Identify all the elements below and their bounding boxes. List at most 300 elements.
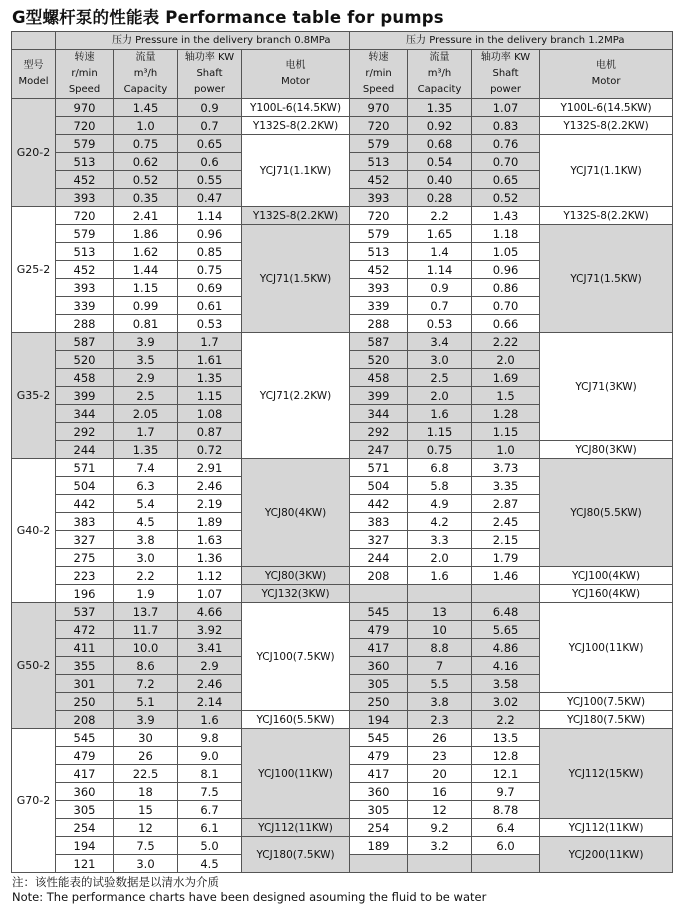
table-row (12, 819, 673, 837)
power-cell: 6.4 (472, 819, 540, 837)
speed-cell: 520 (56, 351, 114, 369)
power-cell: 2.2 (472, 711, 540, 729)
speed-cell: 479 (350, 621, 408, 639)
power-cell: 1.08 (178, 405, 242, 423)
capacity-cell: 1.7 (114, 423, 178, 441)
speed-cell: 189 (350, 837, 408, 855)
speed-cell: 254 (350, 819, 408, 837)
table-row (12, 603, 673, 621)
power-cell: 2.0 (472, 351, 540, 369)
capacity-cell: 26 (114, 747, 178, 765)
motor-cell: Y100L-6(14.5KW) (540, 99, 673, 117)
motor-cell: YCJ71(2.2KW) (242, 333, 350, 459)
capacity-cell: 18 (114, 783, 178, 801)
capacity-cell: 7.2 (114, 675, 178, 693)
power-cell: 8.1 (178, 765, 242, 783)
power-cell: 1.7 (178, 333, 242, 351)
speed-cell: 442 (56, 495, 114, 513)
speed-cell: 537 (56, 603, 114, 621)
table-row (12, 711, 673, 729)
speed-cell: 513 (56, 243, 114, 261)
power-cell: 1.35 (178, 369, 242, 387)
speed-cell: 250 (56, 693, 114, 711)
power-cell: 0.65 (472, 171, 540, 189)
power-cell: 1.15 (178, 387, 242, 405)
speed-cell: 292 (56, 423, 114, 441)
power-cell: 2.46 (178, 477, 242, 495)
power-cell: 3.35 (472, 477, 540, 495)
motor-cell: YCJ160(5.5KW) (242, 711, 350, 729)
power-cell: 0.47 (178, 189, 242, 207)
power-cell: 2.46 (178, 675, 242, 693)
speed-cell: 545 (56, 729, 114, 747)
power-cell: 0.53 (178, 315, 242, 333)
capacity-cell: 0.75 (408, 441, 472, 459)
power-cell: 0.55 (178, 171, 242, 189)
capacity-cell: 1.0 (114, 117, 178, 135)
speed-cell: 571 (56, 459, 114, 477)
motor-cell: YCJ80(3KW) (540, 441, 673, 459)
speed-cell: 301 (56, 675, 114, 693)
capacity-cell: 3.0 (114, 855, 178, 873)
speed-cell: 513 (350, 153, 408, 171)
capacity-cell: 3.8 (408, 693, 472, 711)
capacity-cell: 1.65 (408, 225, 472, 243)
power-cell: 3.02 (472, 693, 540, 711)
power-cell: 1.07 (472, 99, 540, 117)
power-cell: 9.0 (178, 747, 242, 765)
speed-cell: 360 (350, 783, 408, 801)
capacity-cell: 2.2 (408, 207, 472, 225)
power-cell: 3.73 (472, 459, 540, 477)
capacity-cell: 30 (114, 729, 178, 747)
capacity-cell: 0.99 (114, 297, 178, 315)
speed-cell: 479 (56, 747, 114, 765)
capacity-cell: 13 (408, 603, 472, 621)
power-cell: 1.89 (178, 513, 242, 531)
capacity-cell: 2.5 (114, 387, 178, 405)
motor-cell: YCJ100(11KW) (540, 603, 673, 693)
speed-cell: 472 (56, 621, 114, 639)
power-cell: 2.15 (472, 531, 540, 549)
motor-cell: YCJ80(5.5KW) (540, 459, 673, 567)
capacity-cell: 2.0 (408, 549, 472, 567)
capacity-cell: 4.2 (408, 513, 472, 531)
power-cell: 0.87 (178, 423, 242, 441)
power-cell: 1.63 (178, 531, 242, 549)
power-cell: 0.75 (178, 261, 242, 279)
motor-cell: Y100L-6(14.5KW) (242, 99, 350, 117)
capacity-cell: 7.4 (114, 459, 178, 477)
table-row (12, 729, 673, 747)
header-blank (12, 32, 56, 50)
capacity-cell: 0.53 (408, 315, 472, 333)
power-header: 轴功率 KW Shaft power (472, 50, 540, 99)
motor-cell: Y132S-8(2.2KW) (540, 207, 673, 225)
motor-cell: YCJ132(3KW) (242, 585, 350, 603)
table-row (12, 585, 673, 603)
speed-cell (350, 585, 408, 603)
power-cell: 1.79 (472, 549, 540, 567)
speed-cell: 292 (350, 423, 408, 441)
capacity-cell: 1.86 (114, 225, 178, 243)
power-cell: 6.1 (178, 819, 242, 837)
power-cell: 2.91 (178, 459, 242, 477)
motor-cell: YCJ112(11KW) (242, 819, 350, 837)
power-cell: 0.66 (472, 315, 540, 333)
capacity-cell: 7.5 (114, 837, 178, 855)
capacity-cell: 0.52 (114, 171, 178, 189)
capacity-cell: 4.9 (408, 495, 472, 513)
power-cell: 3.58 (472, 675, 540, 693)
capacity-cell: 5.8 (408, 477, 472, 495)
power-cell: 2.22 (472, 333, 540, 351)
speed-header: 转速 r/min Speed (56, 50, 114, 99)
power-cell: 2.14 (178, 693, 242, 711)
model-cell: G35-2 (12, 333, 56, 459)
power-cell: 1.61 (178, 351, 242, 369)
model-cell: G50-2 (12, 603, 56, 729)
capacity-cell: 12 (114, 819, 178, 837)
power-cell: 0.65 (178, 135, 242, 153)
capacity-cell: 3.3 (408, 531, 472, 549)
speed-cell: 327 (350, 531, 408, 549)
model-cell: G20-2 (12, 99, 56, 207)
table-row (12, 333, 673, 351)
capacity-cell: 5.1 (114, 693, 178, 711)
capacity-cell: 2.2 (114, 567, 178, 585)
speed-cell: 360 (350, 657, 408, 675)
power-cell: 4.66 (178, 603, 242, 621)
power-cell: 9.7 (472, 783, 540, 801)
speed-cell: 194 (56, 837, 114, 855)
capacity-cell: 2.05 (114, 405, 178, 423)
power-cell: 0.69 (178, 279, 242, 297)
table-row (12, 99, 673, 117)
capacity-cell: 1.45 (114, 99, 178, 117)
power-cell: 4.16 (472, 657, 540, 675)
capacity-cell: 3.2 (408, 837, 472, 855)
capacity-cell: 1.6 (408, 567, 472, 585)
speed-cell: 452 (350, 261, 408, 279)
speed-cell: 344 (56, 405, 114, 423)
speed-cell: 393 (56, 279, 114, 297)
power-cell: 0.70 (472, 153, 540, 171)
capacity-header: 流量 m³/h Capacity (408, 50, 472, 99)
table-row (12, 567, 673, 585)
speed-cell: 411 (56, 639, 114, 657)
power-cell: 1.14 (178, 207, 242, 225)
capacity-cell: 1.9 (114, 585, 178, 603)
speed-cell: 458 (350, 369, 408, 387)
capacity-cell: 1.15 (408, 423, 472, 441)
speed-cell: 417 (56, 765, 114, 783)
capacity-cell: 10.0 (114, 639, 178, 657)
capacity-cell: 26 (408, 729, 472, 747)
power-cell: 6.7 (178, 801, 242, 819)
table-row (12, 225, 673, 243)
speed-cell: 355 (56, 657, 114, 675)
motor-cell: Y132S-8(2.2KW) (540, 117, 673, 135)
power-cell (472, 855, 540, 873)
capacity-cell: 20 (408, 765, 472, 783)
speed-cell: 970 (56, 99, 114, 117)
speed-cell: 254 (56, 819, 114, 837)
capacity-cell: 16 (408, 783, 472, 801)
power-cell: 6.0 (472, 837, 540, 855)
capacity-cell: 7 (408, 657, 472, 675)
motor-cell: YCJ180(7.5KW) (242, 837, 350, 873)
speed-cell: 208 (56, 711, 114, 729)
speed-cell: 452 (56, 171, 114, 189)
power-cell: 2.19 (178, 495, 242, 513)
model-cell: G70-2 (12, 729, 56, 873)
capacity-cell: 0.62 (114, 153, 178, 171)
power-cell: 1.0 (472, 441, 540, 459)
power-cell: 12.1 (472, 765, 540, 783)
speed-cell: 244 (350, 549, 408, 567)
motor-cell: YCJ100(11KW) (242, 729, 350, 819)
capacity-cell: 1.35 (114, 441, 178, 459)
speed-cell: 452 (350, 171, 408, 189)
speed-cell: 571 (350, 459, 408, 477)
speed-cell: 305 (350, 675, 408, 693)
motor-cell: YCJ71(3KW) (540, 333, 673, 441)
capacity-cell: 15 (114, 801, 178, 819)
speed-cell: 399 (350, 387, 408, 405)
capacity-cell: 12 (408, 801, 472, 819)
motor-cell: YCJ100(7.5KW) (540, 693, 673, 711)
capacity-cell: 1.14 (408, 261, 472, 279)
pressure-header-row (12, 32, 673, 50)
power-cell: 0.83 (472, 117, 540, 135)
capacity-cell: 2.3 (408, 711, 472, 729)
capacity-cell: 3.9 (114, 333, 178, 351)
capacity-cell: 1.6 (408, 405, 472, 423)
power-cell: 1.05 (472, 243, 540, 261)
speed-cell: 360 (56, 783, 114, 801)
power-cell: 1.18 (472, 225, 540, 243)
power-cell: 0.96 (472, 261, 540, 279)
speed-cell: 579 (350, 225, 408, 243)
power-header: 轴功率 KW Shaft power (178, 50, 242, 99)
capacity-cell: 10 (408, 621, 472, 639)
motor-cell: YCJ160(4KW) (540, 585, 673, 603)
motor-cell: YCJ71(1.5KW) (540, 225, 673, 333)
capacity-cell: 1.4 (408, 243, 472, 261)
power-cell: 0.7 (178, 117, 242, 135)
table-row (12, 135, 673, 153)
speed-cell: 327 (56, 531, 114, 549)
power-cell: 2.9 (178, 657, 242, 675)
speed-cell: 479 (350, 747, 408, 765)
speed-cell: 288 (56, 315, 114, 333)
capacity-cell: 1.15 (114, 279, 178, 297)
capacity-cell: 11.7 (114, 621, 178, 639)
motor-cell: YCJ200(11KW) (540, 837, 673, 873)
power-cell (472, 585, 540, 603)
power-cell: 1.12 (178, 567, 242, 585)
power-cell: 1.07 (178, 585, 242, 603)
power-cell: 1.46 (472, 567, 540, 585)
power-cell: 7.5 (178, 783, 242, 801)
page-title: G型螺杆泵的性能表 Performance table for pumps (12, 8, 444, 27)
table-row (12, 117, 673, 135)
power-cell: 0.6 (178, 153, 242, 171)
motor-cell: Y132S-8(2.2KW) (242, 207, 350, 225)
power-cell: 2.87 (472, 495, 540, 513)
capacity-cell: 0.9 (408, 279, 472, 297)
note-chinese: 注：该性能表的试验数据是以清水为介质 (12, 875, 219, 889)
capacity-cell: 8.8 (408, 639, 472, 657)
speed-cell: 504 (350, 477, 408, 495)
motor-header: 电机 Motor (242, 50, 350, 99)
speed-cell: 247 (350, 441, 408, 459)
table-row (12, 459, 673, 477)
speed-cell: 383 (350, 513, 408, 531)
speed-cell: 587 (350, 333, 408, 351)
speed-header: 转速 r/min Speed (350, 50, 408, 99)
speed-cell (350, 855, 408, 873)
capacity-cell: 3.8 (114, 531, 178, 549)
power-cell: 0.9 (178, 99, 242, 117)
power-cell: 13.5 (472, 729, 540, 747)
power-cell: 1.28 (472, 405, 540, 423)
speed-cell: 520 (350, 351, 408, 369)
capacity-cell (408, 585, 472, 603)
power-cell: 4.86 (472, 639, 540, 657)
speed-cell: 579 (56, 135, 114, 153)
power-cell: 0.86 (472, 279, 540, 297)
speed-cell: 339 (56, 297, 114, 315)
capacity-cell: 0.75 (114, 135, 178, 153)
capacity-cell: 0.54 (408, 153, 472, 171)
speed-cell: 244 (56, 441, 114, 459)
table-row (12, 207, 673, 225)
capacity-cell: 4.5 (114, 513, 178, 531)
capacity-cell: 3.4 (408, 333, 472, 351)
power-cell: 6.48 (472, 603, 540, 621)
speed-cell: 513 (350, 243, 408, 261)
speed-cell: 305 (350, 801, 408, 819)
speed-cell: 452 (56, 261, 114, 279)
speed-cell: 970 (350, 99, 408, 117)
speed-cell: 393 (350, 279, 408, 297)
motor-cell: YCJ80(3KW) (242, 567, 350, 585)
table-row (12, 837, 673, 855)
motor-cell: YCJ100(4KW) (540, 567, 673, 585)
speed-cell: 288 (350, 315, 408, 333)
capacity-cell: 3.0 (114, 549, 178, 567)
power-cell: 8.78 (472, 801, 540, 819)
capacity-cell: 5.5 (408, 675, 472, 693)
power-cell: 5.65 (472, 621, 540, 639)
power-cell: 1.15 (472, 423, 540, 441)
speed-cell: 579 (56, 225, 114, 243)
speed-cell: 344 (350, 405, 408, 423)
pressure-12-header: 压力 Pressure in the delivery branch 1.2MPa (350, 32, 673, 50)
capacity-cell: 0.81 (114, 315, 178, 333)
capacity-cell: 5.4 (114, 495, 178, 513)
speed-cell: 339 (350, 297, 408, 315)
capacity-cell: 6.3 (114, 477, 178, 495)
motor-cell: YCJ180(7.5KW) (540, 711, 673, 729)
speed-cell: 720 (56, 117, 114, 135)
capacity-cell: 13.7 (114, 603, 178, 621)
speed-cell: 250 (350, 693, 408, 711)
speed-cell: 393 (350, 189, 408, 207)
speed-cell: 194 (350, 711, 408, 729)
speed-cell: 579 (350, 135, 408, 153)
capacity-cell: 2.0 (408, 387, 472, 405)
capacity-cell (408, 855, 472, 873)
speed-cell: 442 (350, 495, 408, 513)
power-cell: 3.41 (178, 639, 242, 657)
capacity-cell: 8.6 (114, 657, 178, 675)
speed-cell: 458 (56, 369, 114, 387)
capacity-cell: 22.5 (114, 765, 178, 783)
capacity-cell: 9.2 (408, 819, 472, 837)
motor-header: 电机 Motor (540, 50, 673, 99)
power-cell: 4.5 (178, 855, 242, 873)
power-cell: 0.72 (178, 441, 242, 459)
speed-cell: 121 (56, 855, 114, 873)
power-cell: 0.85 (178, 243, 242, 261)
note-english: Note: The performance charts have been designed asouming the fluid to be water (12, 890, 487, 904)
performance-table (11, 31, 673, 873)
capacity-cell: 3.9 (114, 711, 178, 729)
capacity-cell: 0.35 (114, 189, 178, 207)
power-cell: 0.76 (472, 135, 540, 153)
capacity-cell: 2.41 (114, 207, 178, 225)
speed-cell: 417 (350, 765, 408, 783)
model-header: 型号 Model (12, 50, 56, 99)
capacity-cell: 1.62 (114, 243, 178, 261)
power-cell: 0.52 (472, 189, 540, 207)
power-cell: 0.96 (178, 225, 242, 243)
capacity-cell: 6.8 (408, 459, 472, 477)
motor-cell: YCJ112(15KW) (540, 729, 673, 819)
capacity-cell: 3.5 (114, 351, 178, 369)
capacity-cell: 2.5 (408, 369, 472, 387)
motor-cell: YCJ112(11KW) (540, 819, 673, 837)
speed-cell: 399 (56, 387, 114, 405)
power-cell: 1.69 (472, 369, 540, 387)
motor-cell: Y132S-8(2.2KW) (242, 117, 350, 135)
motor-cell: YCJ71(1.1KW) (242, 135, 350, 207)
capacity-cell: 3.0 (408, 351, 472, 369)
capacity-cell: 23 (408, 747, 472, 765)
capacity-cell: 1.44 (114, 261, 178, 279)
speed-cell: 545 (350, 729, 408, 747)
speed-cell: 720 (350, 117, 408, 135)
speed-cell: 208 (350, 567, 408, 585)
table-body (12, 99, 673, 873)
capacity-header: 流量 m³/h Capacity (114, 50, 178, 99)
speed-cell: 513 (56, 153, 114, 171)
capacity-cell: 2.9 (114, 369, 178, 387)
pressure-08-header: 压力 Pressure in the delivery branch 0.8MPa (56, 32, 350, 50)
speed-cell: 223 (56, 567, 114, 585)
power-cell: 3.92 (178, 621, 242, 639)
motor-cell: YCJ71(1.1KW) (540, 135, 673, 207)
capacity-cell: 0.40 (408, 171, 472, 189)
power-cell: 1.6 (178, 711, 242, 729)
motor-cell: YCJ71(1.5KW) (242, 225, 350, 333)
capacity-cell: 1.35 (408, 99, 472, 117)
capacity-cell: 0.92 (408, 117, 472, 135)
column-header-row (12, 50, 673, 99)
